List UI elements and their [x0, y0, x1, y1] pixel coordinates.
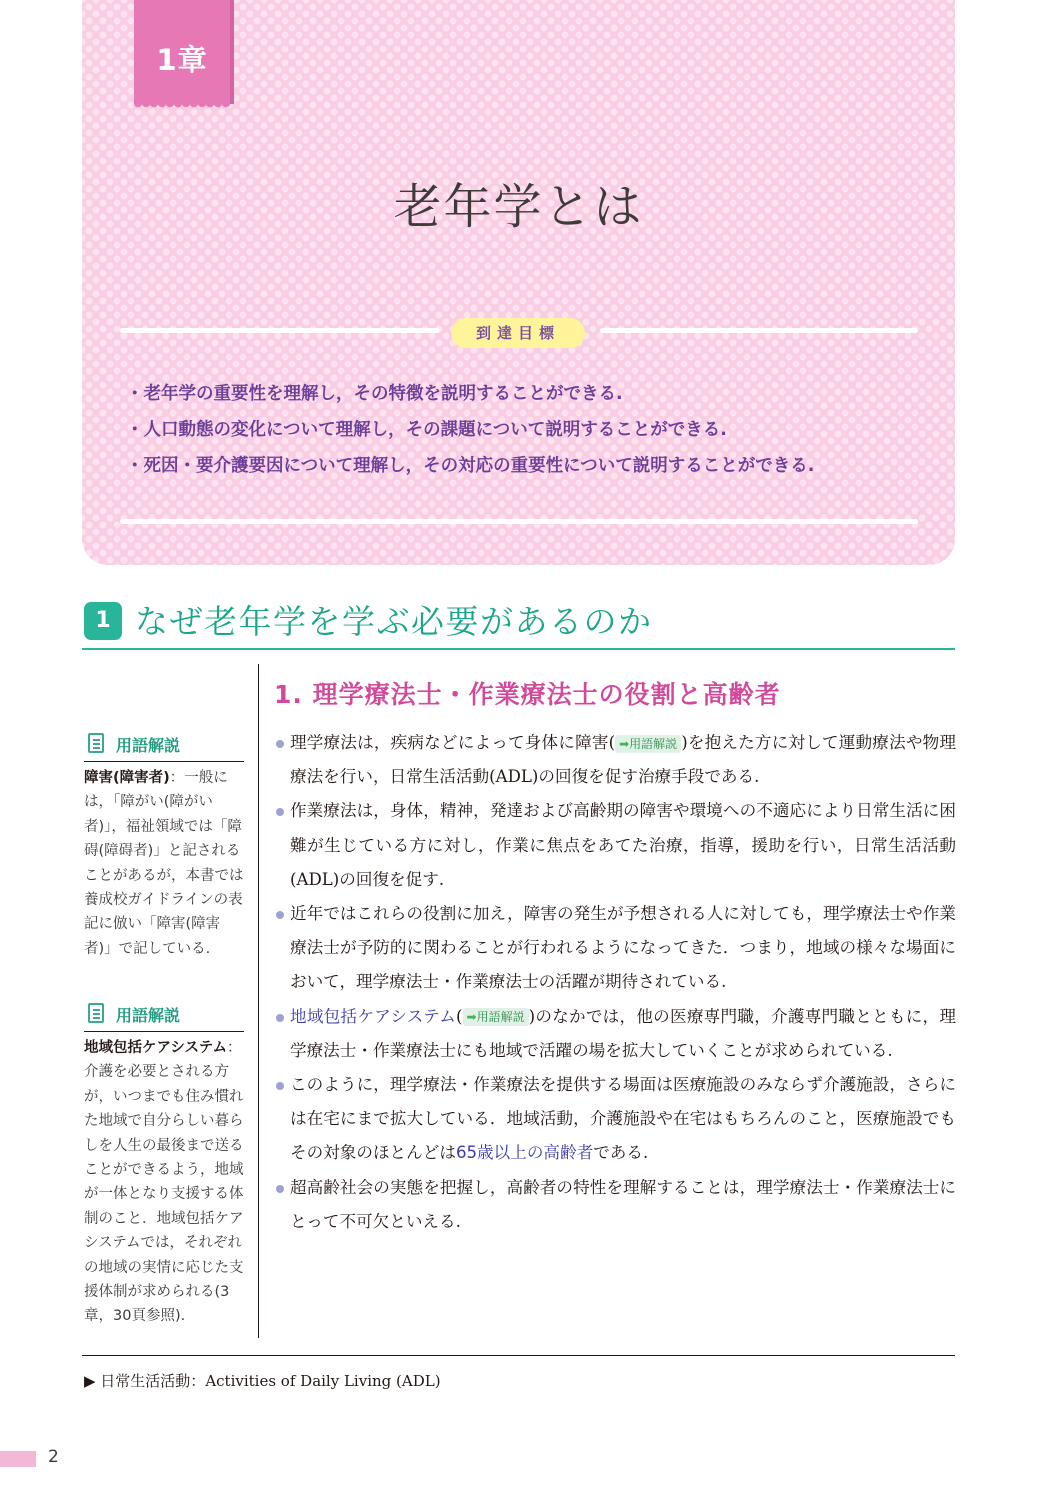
footnote-rule — [82, 1355, 955, 1356]
glossary-label: 用語解説 — [116, 1006, 181, 1025]
chapter-title: 老年学とは — [393, 179, 644, 235]
term-highlight: 地域包括ケアシステム — [290, 1006, 457, 1026]
subsection-title: 1. 理学療法士・作業療法士の役割と高齢者 — [274, 680, 781, 709]
body-paragraph: 超高齢社会の実態を把握し，高齢者の特性を理解することは，理学療法士・作業療法士にとって不可欠といえる. — [274, 1171, 956, 1239]
goal-item: ・死因・要介護要因について理解し，その対応の重要性について説明することができる. — [126, 456, 815, 476]
body-paragraph — [274, 726, 956, 794]
goal-divider-left — [120, 328, 440, 333]
body-text: 理学療法は，疾病などによって身体に障害( — [290, 733, 616, 752]
body-paragraph — [274, 1068, 956, 1171]
glossary-entry — [84, 1036, 246, 1329]
arrow-right-icon: ➡ — [619, 736, 630, 751]
footnote — [84, 1370, 441, 1391]
glossary-note-icon — [88, 733, 104, 753]
body-paragraph — [274, 1000, 956, 1068]
glossary-note-icon — [88, 1003, 104, 1023]
chip-label: 用語解説 — [629, 736, 678, 751]
body-text: このように，理学療法・作業療法を提供する場面は医療施設のみならず介護施設，さらには在宅にまで拡大している．地域活動，介護施設や在宅はもちろんのこと，医療施設でもその対象のほとんどは — [290, 1075, 956, 1163]
goal-divider-right — [600, 328, 918, 333]
body-paragraph: 近年ではこれらの役割に加え，障害の発生が予想される人に対しても，理学療法士や作業療法士が予防的に関わることが行われるようになってきた．つまり，地域の様々な場面において，理学療法士・作業療法士の活躍が期待されている. — [274, 897, 956, 1000]
glossary-term: 地域包括ケアシステム — [84, 1040, 227, 1056]
chapter-label: 1章 — [156, 43, 208, 77]
section-title: なぜ老年学を学ぶ必要があるのか — [135, 602, 653, 641]
page-marker — [0, 1451, 36, 1467]
page-number: 2 — [48, 1447, 59, 1467]
glossary-term: 障害(障害者) — [84, 770, 170, 786]
goal-divider-bottom — [120, 519, 918, 524]
glossary-link-chip[interactable] — [615, 735, 681, 753]
term-highlight: 65歳以上の高齢者 — [455, 1143, 594, 1163]
body-list — [274, 726, 956, 1239]
chip-label: 用語解説 — [476, 1010, 525, 1025]
goals-list — [126, 376, 814, 484]
body-text: )を抱えた方に対して運動療法や物理療法を行い，日常生活活動(ADL)の回復を促す治療手段である. — [290, 733, 956, 787]
body-text: ( — [456, 1006, 463, 1026]
body-paragraph: 作業療法は，身体，精神，発達および高齢期の障害や環境への不適応により日常生活に困難が生じている方に対し，作業に焦点をあてた治療，指導，援助を行い，日常生活活動(ADL)の回復を促す. — [274, 794, 956, 897]
glossary-entry — [84, 766, 246, 961]
glossary-header — [84, 1001, 244, 1032]
section-rule — [82, 648, 955, 650]
arrow-right-icon: ➡ — [466, 1010, 477, 1025]
glossary-header — [84, 731, 244, 762]
body-text: である. — [593, 1143, 649, 1163]
footnote-text: Activities of Daily Living (ADL) — [205, 1372, 441, 1390]
body-text: )のなかでは，他の医療専門職，介護専門職とともに，理学療法士・作業療法士にも地域で活躍の場を拡大していくことが求められている. — [290, 1006, 956, 1060]
goal-item: ・人口動態の変化について理解し，その課題について説明することができる. — [126, 420, 727, 440]
glossary-label: 用語解説 — [116, 736, 181, 755]
footnote-label: ▶ 日常生活活動： — [84, 1372, 206, 1390]
glossary-link-chip[interactable] — [463, 1008, 529, 1026]
glossary-definition: ：介護を必要とされる方が，いつまでも住み慣れた地域で自分らしい暮らしを人生の最後まで送ることができるよう，地域が一体となり支援する体制のこと．地域包括ケアシステムでは，それぞれの地域の実情に応じた支援体制が求められる(3章，30頁参照). — [84, 1040, 244, 1325]
goal-item: ・老年学の重要性を理解し，その特徴を説明することができる. — [126, 384, 623, 404]
goals-badge: 到達目標 — [451, 318, 585, 348]
glossary-definition: ：一般には，「障がい(障がい者)」，福祉領域では「障碍(障碍者)」と記されることがあるが，本書では養成校ガイドラインの表記に倣い「障害(障害者)」で記している. — [84, 770, 244, 957]
column-divider — [258, 664, 259, 1338]
section-number: 1 — [84, 602, 122, 640]
